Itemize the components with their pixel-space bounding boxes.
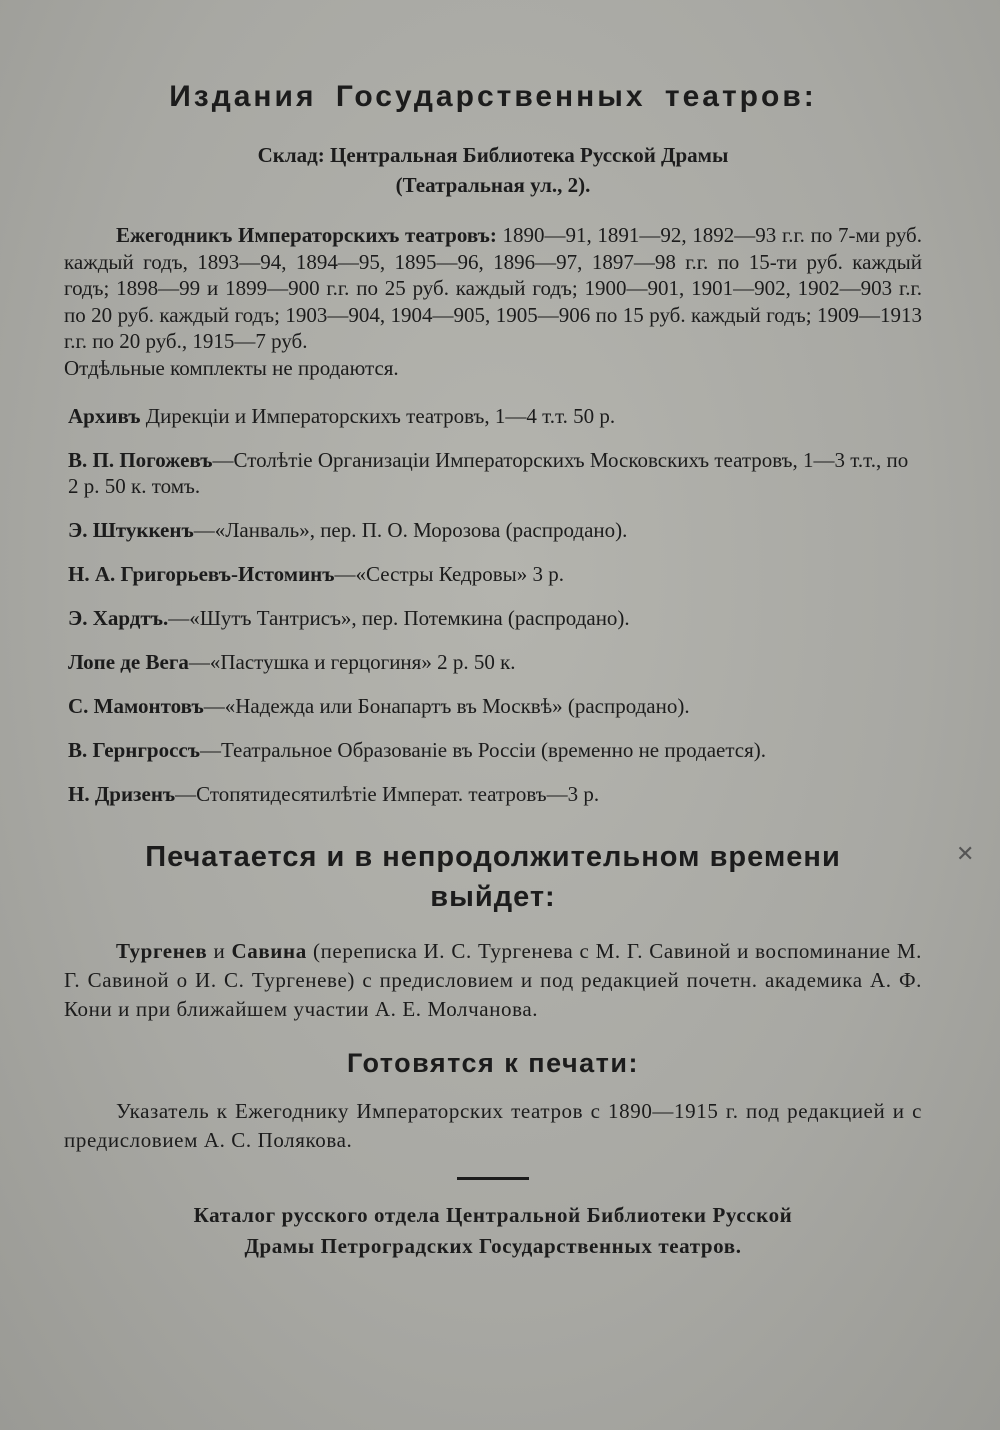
entry-text: —Столѣтіе Организаціи Императорскихъ Московскихъ театровъ, 1—3 т.т., по 2 р. 50 к. томъ. [68,447,909,498]
catalog-line-1: Каталог русского отдела Центральной Библиотеки Русской [193,1202,793,1227]
page-title: Издания Государственных театров: [169,80,817,113]
entry-author: Н. А. Григорьевъ-Истоминъ [68,561,335,586]
yearbook-name: Ежегодникъ Императорскихъ театровъ: [116,223,497,247]
printing-text: (переписка И. С. Тургенева с М. Г. Савиной и воспоминание М. Г. Савиной о И. С. Тургеневе) с предисловием и под редакцией почетн. академика А. Ф. Кони и при ближайшем участии А. Е. Молчанова. [64,938,922,1021]
list-item [64,605,922,631]
entry-text: —«Шутъ Тантрисъ», пер. Потемкина (распродано). [168,605,630,630]
list-item [64,737,922,763]
warehouse-line-2: (Театральная ул., 2). [395,173,591,197]
publication-list [64,403,922,807]
catalog-note [64,1200,922,1262]
list-item [64,781,922,807]
yearbook-note: Отдѣльные комплекты не продаются. [64,355,399,380]
entry-text: —Театральное Образованіе въ Россіи (временно не продается). [199,737,766,762]
warehouse-line-1: Склад: Центральная Библиотека Русской Драмы [257,143,729,167]
entry-author: Н. Дризенъ [68,781,176,806]
warehouse-address [64,140,922,200]
list-item [64,447,922,499]
entry-author: Архивъ [68,403,141,428]
pencil-mark-icon: ✕ [956,842,975,867]
entry-text: Дирекціи и Императорскихъ театровъ, 1—4 т.т. 50 р. [140,403,616,428]
printing-paragraph [64,937,922,1024]
entry-author: Э. Хардтъ. [68,605,169,630]
printing-bold-1: Тургенев [116,938,208,963]
entry-text: —«Пастушка и герцогиня» 2 р. 50 к. [188,649,516,674]
entry-author: Лопе де Вега [68,649,189,674]
printing-heading-line-1: Печатается и в непродолжительном времени [145,840,841,873]
entry-author: С. Мамонтовъ [68,693,204,718]
printing-and: и [207,938,232,963]
preparing-paragraph: Указатель к Ежегоднику Императорских театров с 1890—1915 г. под редакцией и с предисловием А. С. Полякова. [64,1098,922,1152]
entry-text: —«Ланваль», пер. П. О. Морозова (распродано). [193,517,628,542]
catalog-line-2: Драмы Петроградских Государственных театров. [244,1233,742,1258]
list-item [64,693,922,719]
entry-author: Э. Штуккенъ [68,517,194,542]
printing-heading [64,837,922,917]
printing-heading-line-2: выйдет: [430,880,556,913]
yearbook-text: 1890—91, 1891—92, 1892—93 г.г. по 7-ми руб. каждый годъ, 1893—94, 1894—95, 1895—96, 1896—97, 1897—98 г.г. по 15-ти руб. каждый годъ; 1898—99 и 1899—900 г.г. по 25 руб. каждый годъ; 1900—901, 1901—902, 1902—903 г.г. по 20 руб. каждый годъ; 1903—904, 1904—905, 1905—906 по 15 руб. каждый годъ; 1909—1913 г.г. по 20 руб., 1915—7 руб. [64,223,922,353]
list-item [64,403,922,429]
list-item [64,517,922,543]
preparing-heading: Готовятся к печати: [347,1047,639,1078]
entry-author: В. Гернгроссъ [68,737,200,762]
list-item [64,649,922,675]
entry-text: —«Сестры Кедровы» 3 р. [334,561,564,586]
yearbook-paragraph [64,222,922,355]
divider [457,1177,529,1180]
printing-bold-2: Савина [231,938,307,963]
list-item [64,561,922,587]
entry-author: В. П. Погожевъ [68,447,213,472]
entry-text: —«Надежда или Бонапартъ въ Москвѣ» (распродано). [203,693,690,718]
entry-text: —Стопятидесятилѣтіе Императ. театровъ—3 р. [175,781,600,806]
